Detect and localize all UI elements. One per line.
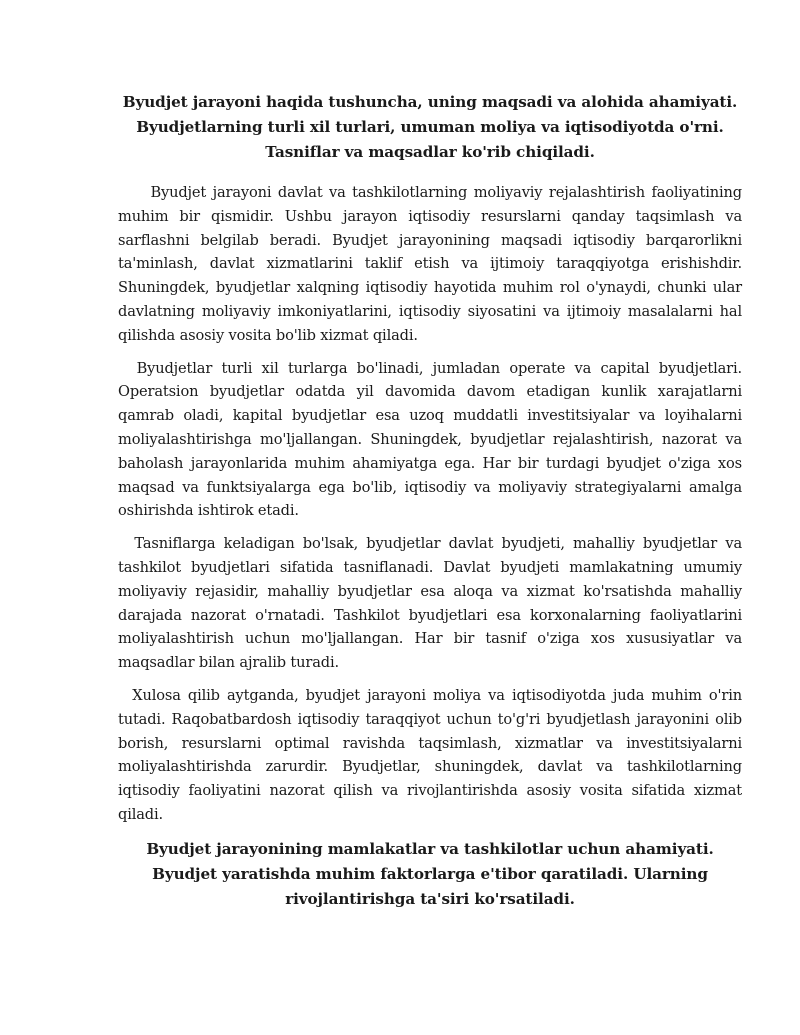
heading-top-line-3: Tasniflar va maqsadlar ko'rib chiqiladi. (265, 143, 595, 161)
heading-bottom-line-1: Byudjet jarayonining mamlakatlar va tashkilotlar uchun ahamiyati. (146, 839, 714, 858)
paragraph-1: Byudjet jarayoni davlat va tashkilotlarning moliyaviy rejalashtirish faoliyatining muhim bir qismidir. Ushbu jarayon iqtisodiy resurslarni qanday taqsimlash va sarflashni belgilab beradi. Byudjet jarayonining maqsadi iqtisodiy barqarorlikni ta'minlash, davlat xizmatlarini taklif etish va ijtimoiy taraqqiyotga erishishdir. Shuningdek, byudjetlar xalqning iqtisodiy hayotida muhim rol o'ynaydi, chunki ular davlatning moliyaviy imkoniyatlarini, iqtisodiy siyosatini va ijtimoiy masalalarni hal qilishda asosiy vosita bo'lib xizmat qiladi. (118, 184, 742, 344)
document-page (118, 90, 742, 912)
heading-bottom-line-2: Byudjet yaratishda muhim faktorlarga e'tibor qaratiladi. Ularning (152, 864, 708, 883)
heading-top (118, 90, 742, 165)
heading-top-line-1: Byudjet jarayoni haqida tushuncha, uning maqsadi va alohida ahamiyati. (122, 93, 738, 111)
paragraph-3: Tasniflarga keladigan bo'lsak, byudjetlar davlat byudjeti, mahalliy byudjetlar va tashkilot byudjetlari sifatida tasniflanadi. Davlat byudjeti mamlakatning umumiy moliyaviy rejasidir, mahalliy byudjetlar esa aloqa va xizmat ko'rsatishda mahalliy darajada nazorat o'rnatadi. Tashkilot byudjetlari esa korxonalarning faoliyatlarini moliyalashtirish uchun mo'ljallangan. Har bir tasnif o'ziga xos xususiyatlar va maqsadlar bilan ajralib turadi. (118, 535, 742, 672)
heading-top-line-2: Byudjetlarning turli xil turlari, umuman moliya va iqtisodiyotda o'rni. (136, 118, 724, 136)
heading-bottom-line-3: rivojlantirishga ta'siri ko'rsatiladi. (285, 889, 575, 908)
paragraph-2: Byudjetlar turli xil turlarga bo'linadi, jumladan operate va capital byudjetlari. Operatsion byudjetlar odatda yil davomida davom etadigan kunlik xarajatlarni qamrab oladi, kapital byudjetlar esa uzoq muddatli investitsiyalar va loyihalarni moliyalashtirishga mo'ljallangan. Shuningdek, byudjetlar rejalashtirish, nazorat va baholash jarayonlarida muhim ahamiyatga ega. Har bir turdagi byudjet o'ziga xos maqsad va funktsiyalarga ega bo'lib, iqtisodiy va moliyaviy strategiyalarni amalga oshirishda ishtirok etadi. (118, 359, 742, 520)
heading-bottom (118, 837, 742, 912)
paragraph-4: Xulosa qilib aytganda, byudjet jarayoni moliya va iqtisodiyotda juda muhim o'rin tutadi. Raqobatbardosh iqtisodiy taraqqiyot uchun to'g'ri byudjetlash jarayonini olib borish, resurslarni optimal ravishda taqsimlash, xizmatlar va investitsiyalarni moliyalashtirishda zarurdir. Byudjetlar, shuningdek, davlat va tashkilotlarning iqtisodiy faoliyatini nazorat qilish va rivojlantirishda asosiy vosita sifatida xizmat qiladi. (118, 686, 742, 823)
